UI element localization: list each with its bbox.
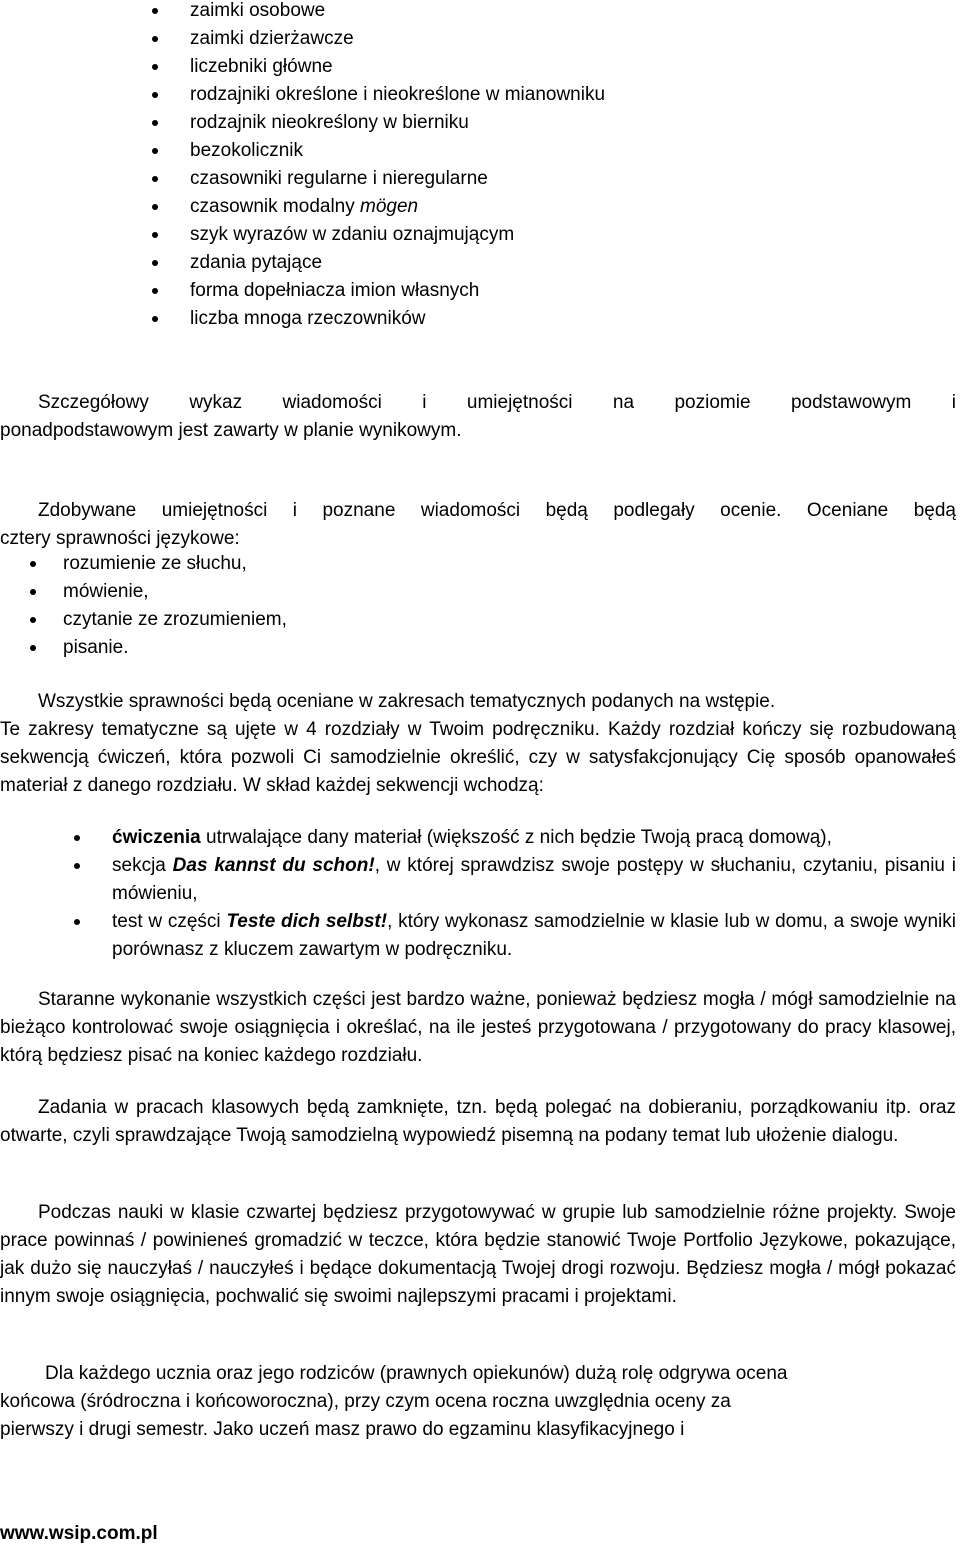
list-item: czasowniki regularne i nieregularne (0, 165, 960, 193)
bullet-icon (30, 645, 36, 651)
list-item: szyk wyrazów w zdaniu oznajmującym (0, 221, 960, 249)
paragraph-body: Te zakresy tematyczne są ujęte w 4 rozdziały w Twoim podręczniku. Każdy rozdział kończy się rozbudowaną sekwencją ćwiczeń, która pozwoli Ci samodzielnie określić, czy w satysfakcjonujący Cię sposób opanowałeś materiał z danego rozdziału. W skład każdej sekwencji wchodzą: (0, 719, 956, 796)
grammar-topics-list (0, 0, 960, 333)
list-item: mówienie, (0, 578, 960, 606)
bullet-icon (152, 148, 158, 154)
paragraph-class-tests: Zadania w pracach klasowych będą zamknięte, tzn. będą polegać na dobieraniu, porządkowaniu itp. oraz otwarte, czyli sprawdzające Twoją samodzielną wypowiedź pisemną na podany temat lub ułożenie dialogu. (0, 1097, 956, 1146)
skills-list (0, 550, 960, 662)
list-item-section: sekcja Das kannst du schon!, w której sprawdzisz swoje postępy w słuchaniu, czytaniu, pisaniu i mówieniu, (0, 852, 956, 908)
list-item: liczebniki główne (0, 53, 960, 81)
bullet-icon (152, 8, 158, 14)
list-item: forma dopełniacza imion własnych (0, 277, 960, 305)
paragraph-line: Zdobywane umiejętności i poznane wiadomości będą podlegały ocenie. Oceniane będą (38, 500, 956, 521)
bullet-icon (152, 92, 158, 98)
bullet-icon (152, 204, 158, 210)
list-item-exercises: ćwiczenia utrwalające dany materiał (większość z nich będzie Twoją pracą domową), (0, 824, 956, 852)
paragraph-line: cztery sprawności językowe: (0, 528, 240, 549)
bullet-icon (152, 176, 158, 182)
bullet-icon (152, 120, 158, 126)
list-item-test: test w części Teste dich selbst!, który wykonasz samodzielnie w klasie lub w domu, a swoje wyniki porównasz z kluczem zawartym w podręczniku. (0, 908, 956, 964)
paragraph-line: ponadpodstawowym jest zawarty w planie wynikowym. (0, 420, 462, 441)
bullet-icon (30, 561, 36, 567)
paragraph-line: pierwszy i drugi semestr. Jako uczeń masz prawo do egzaminu klasyfikacyjnego i (0, 1419, 685, 1440)
bullet-icon (30, 589, 36, 595)
paragraph-line: Dla każdego ucznia oraz jego rodziców (prawnych opiekunów) dużą rolę odgrywa ocena (45, 1363, 788, 1384)
list-item: liczba mnoga rzeczowników (0, 305, 960, 333)
list-item: zdania pytające (0, 249, 960, 277)
paragraph-sequences (0, 688, 956, 800)
sequence-list (0, 824, 956, 964)
bullet-icon (152, 64, 158, 70)
list-item: pisanie. (0, 634, 960, 662)
bullet-icon (30, 617, 36, 623)
paragraph-portfolio: Podczas nauki w klasie czwartej będziesz przygotowywać w grupie lub samodzielnie różne projekty. Swoje prace powinnaś / powinieneś gromadzić w teczce, która będzie stanowić Twoje Portfolio Językowe, pokazujące, jak dużo się nauczyłaś / nauczyłeś i będące dokumentacją Twojej drogi rozwoju. Będziesz mogła / mógł pokazać innym swoje osiągnięcia, pochwalić się swoimi najlepszymi pracami i projektami. (0, 1202, 956, 1307)
paragraph-line: Szczegółowy wykaz wiadomości i umiejętności na poziomie podstawowym i (38, 392, 956, 413)
list-item: czytanie ze zrozumieniem, (0, 606, 960, 634)
paragraph-assessment (0, 497, 956, 553)
bullet-icon (74, 835, 80, 841)
bullet-icon (152, 232, 158, 238)
list-item: bezokolicznik (0, 137, 960, 165)
bullet-icon (152, 288, 158, 294)
list-item: zaimki osobowe (0, 0, 960, 25)
list-item: rozumienie ze słuchu, (0, 550, 960, 578)
list-item: rodzajnik nieokreślony w bierniku (0, 109, 960, 137)
paragraph-line: Wszystkie sprawności będą oceniane w zakresach tematycznych podanych na wstępie. (38, 691, 776, 712)
bullet-icon (152, 260, 158, 266)
paragraph-careful-work: Staranne wykonanie wszystkich części jest bardzo ważne, ponieważ będziesz mogła / mógł samodzielnie na bieżąco kontrolować swoje osiągnięcia i określać, na ile jesteś przygotowana / przygotowany do pracy klasowej, którą będziesz pisać na koniec każdego rozdziału. (0, 989, 956, 1066)
paragraph-line: końcowa (śródroczna i końcoworoczna), przy czym ocena roczna uwzględnia oceny za (0, 1391, 731, 1412)
bullet-icon (74, 919, 80, 925)
paragraph-detailed-list (0, 389, 956, 445)
bullet-icon (74, 863, 80, 869)
footer-url: www.wsip.com.pl (0, 1523, 158, 1544)
bullet-icon (152, 36, 158, 42)
list-item-modal-verb: czasownik modalny mögen (0, 193, 960, 221)
list-item: zaimki dzierżawcze (0, 25, 960, 53)
list-item: rodzajniki określone i nieokreślone w mianowniku (0, 81, 960, 109)
bullet-icon (152, 316, 158, 322)
paragraph-final-grade (0, 1360, 956, 1444)
